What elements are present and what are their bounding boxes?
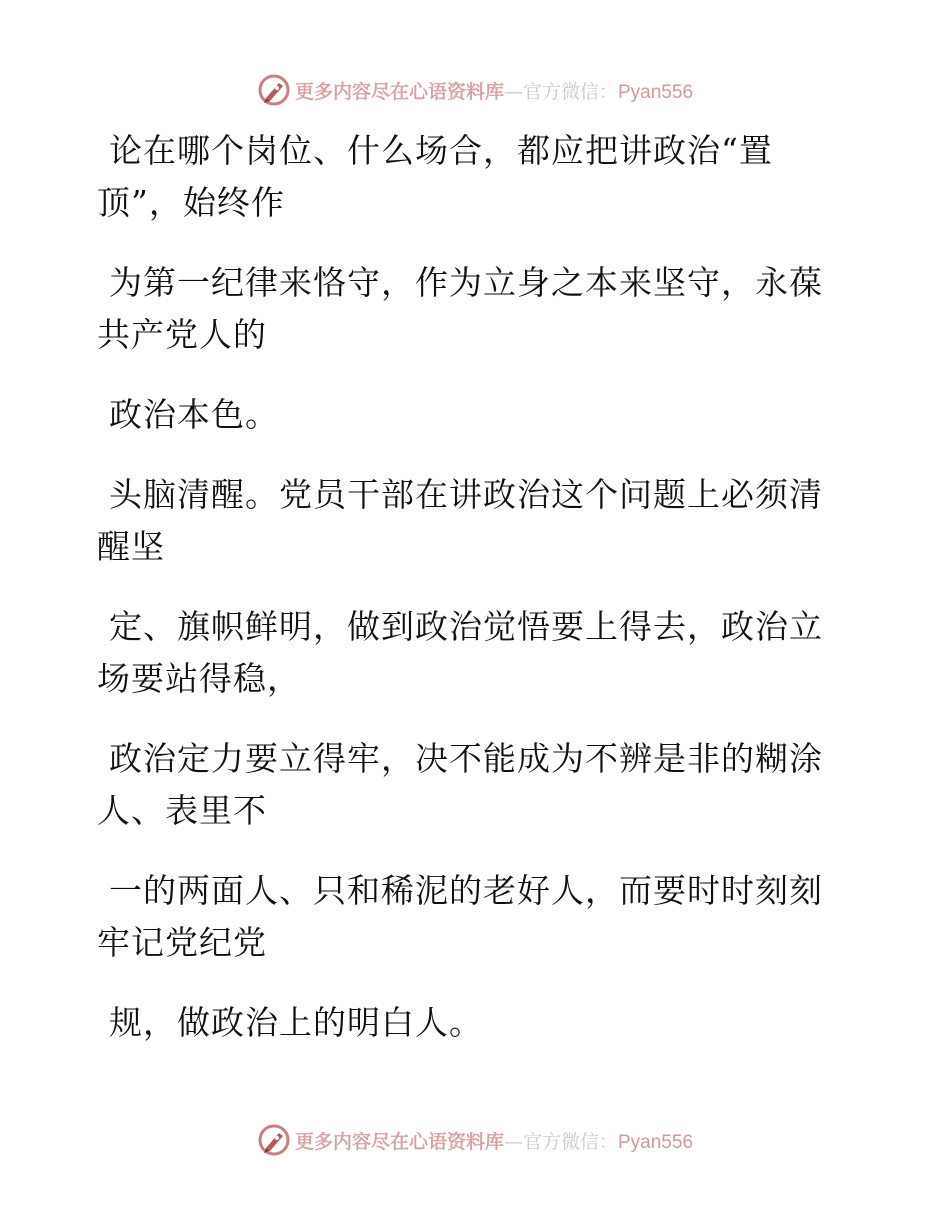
- pen-logo-icon: [257, 1123, 291, 1157]
- text-line: 头脑清醒。党员干部在讲政治这个问题上必须清: [109, 475, 823, 514]
- footer-watermark-wechat-id: Pyan556: [618, 1131, 694, 1153]
- header-watermark-dash: —: [503, 80, 523, 103]
- footer-watermark-main: 更多内容尽在心语资料库: [294, 1130, 504, 1153]
- text-line: 牢记党纪党: [97, 923, 267, 962]
- text-line: 政治定力要立得牢，决不能成为不辨是非的糊涂: [109, 739, 823, 778]
- header-watermark-wechat-label: 官方微信：: [522, 80, 618, 103]
- text-line: 场要站得稳，: [97, 659, 301, 698]
- footer-watermark: [0, 1120, 950, 1160]
- header-watermark-main: 更多内容尽在心语资料库: [294, 80, 504, 103]
- text-line: 规，做政治上的明白人。: [109, 1003, 483, 1042]
- text-line: 共产党人的: [97, 315, 267, 354]
- footer-watermark-dash: —: [503, 1130, 523, 1153]
- text-line: 为第一纪律来恪守，作为立身之本来坚守，永葆: [109, 263, 823, 302]
- text-line: 人、表里不: [97, 791, 267, 830]
- header-watermark-text: [295, 77, 693, 104]
- header-watermark-wechat-id: Pyan556: [618, 81, 694, 103]
- body-text: [97, 125, 837, 1049]
- text-line: 政治本色。: [109, 395, 279, 434]
- text-line: 顶”，始终作: [97, 183, 285, 222]
- pen-logo-icon: [257, 73, 291, 107]
- text-line: 醒坚: [97, 527, 165, 566]
- footer-watermark-wechat-label: 官方微信：: [522, 1130, 618, 1153]
- text-line: 论在哪个岗位、什么场合，都应把讲政治“置: [109, 131, 773, 170]
- footer-watermark-text: [295, 1127, 693, 1154]
- text-line: 定、旗帜鲜明，做到政治觉悟要上得去，政治立: [109, 607, 823, 646]
- header-watermark: [0, 70, 950, 110]
- text-line: 一的两面人、只和稀泥的老好人，而要时时刻刻: [109, 871, 823, 910]
